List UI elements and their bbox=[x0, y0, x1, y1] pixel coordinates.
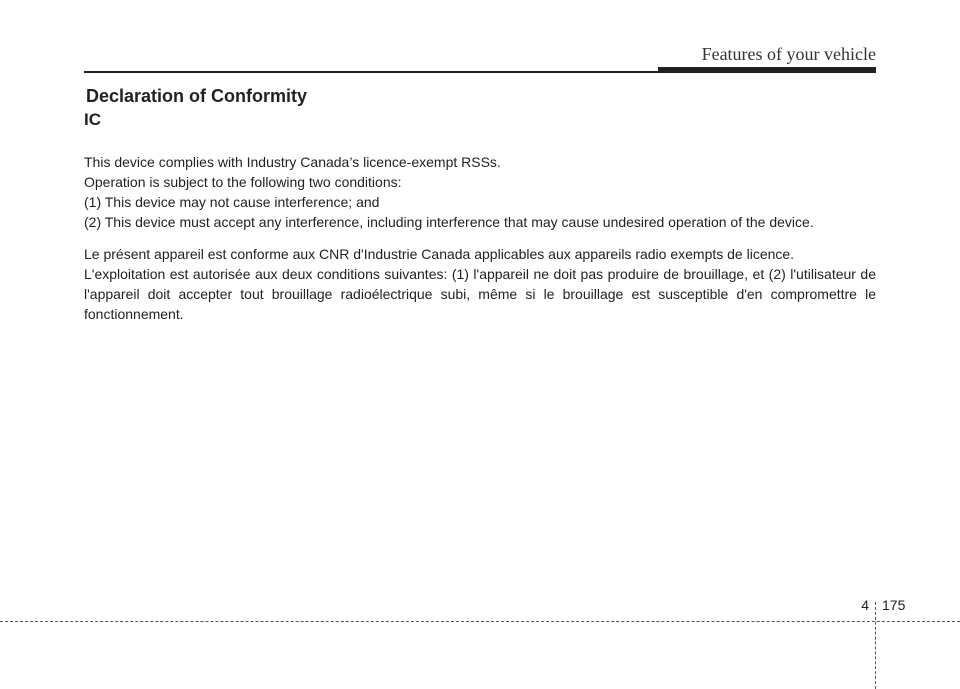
body-content bbox=[84, 152, 876, 324]
paragraph-condition-2: (2) This device must accept any interference, including interference that may cause undesired operation of the device. bbox=[84, 214, 814, 230]
footer-vertical-divider bbox=[875, 602, 876, 689]
paragraph-gap bbox=[84, 232, 876, 244]
paragraph-condition-1: (1) This device may not cause interference; and bbox=[84, 194, 380, 210]
subsection-title: IC bbox=[84, 110, 101, 129]
paragraph-french-compliance: Le présent appareil est conforme aux CNR d'Industrie Canada applicables aux appareils radio exempts de licence. bbox=[84, 246, 795, 262]
running-header-title: Features of your vehicle bbox=[701, 44, 876, 64]
footer-divider bbox=[0, 621, 960, 622]
chapter-number: 4 bbox=[861, 597, 869, 613]
section-title: Declaration of Conformity bbox=[86, 86, 308, 106]
page-number: 175 bbox=[882, 597, 906, 613]
header-accent-bar bbox=[658, 67, 876, 73]
paragraph-conditions-intro: Operation is subject to the following two conditions: bbox=[84, 174, 402, 190]
paragraph-french-conditions: L'exploitation est autorisée aux deux conditions suivantes: (1) l'appareil ne doit pas produire de brouillage, et (2) l'utilisateur de l'appareil doit accepter tout brouillage radioélectrique subi, même si le brouillage est susceptible d'en compromettre le fonctionnement. bbox=[84, 266, 876, 322]
paragraph-compliance-statement: This device complies with Industry Canada’s licence-exempt RSSs. bbox=[84, 154, 501, 170]
